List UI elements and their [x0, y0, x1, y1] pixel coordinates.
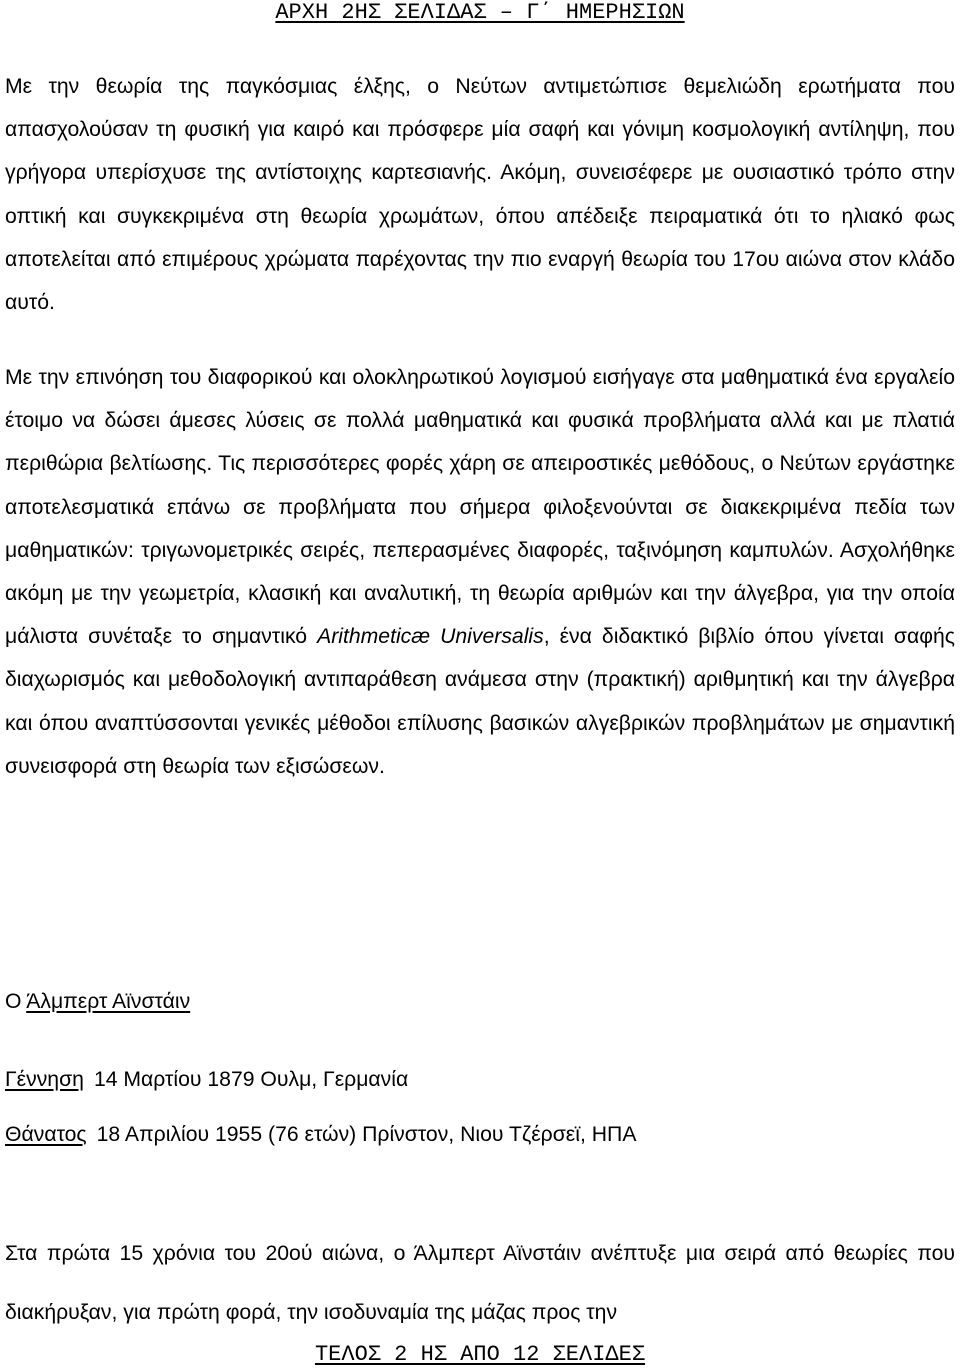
paragraph-text: , ένα διδακτικό βιβλίο όπου γίνεται σαφής διαχωρισμός και μεθοδολογική αντιπαράθεση ανάμεσα στην (πρακτική) αριθμητική και την άλγεβρα και όπου αναπτύσσονται γενικές μέθοδοι επίλυσης βασικών αλγεβρικών προβλημάτων με σημαντική συνεισφορά στη θεωρία των εξισώσεων. [5, 625, 955, 778]
paragraph-text: Με την επινόηση του διαφορικού και ολοκληρωτικού λογισμού εισήγαγε στα μαθηματικά ένα εργαλείο έτοιμο να δώσει άμεσες λύσεις σε πολλά μαθηματικά και φυσικά προβλήματα αλλά και με πλατιά περιθώρια βελτίωσης. Τις περισσότερες φορές χάρη σε απειροστικές μεθόδους, ο Νεύτων εργάστηκε αποτελεσματικά επάνω σε προβλήματα που σήμερα φιλοξενούνται σε διακεκριμένα πεδία των μαθηματικών: τριγωνομετρικές σειρές, πεπερασμένες διαφορές, ταξινόμηση καμπυλών. Ασχολήθηκε ακόμη με την γεωμετρία, κλασική και αναλυτική, τη θεωρία αριθμών και την άλγεβρα, για την οποία μάλιστα συνέταξε το σημαντικό [5, 366, 955, 649]
birth-info [5, 1066, 408, 1094]
einstein-theories-paragraph [5, 1224, 955, 1342]
paragraph-text: Στα πρώτα 15 χρόνια του 20ού αιώνα, ο Άλμπερτ Αϊνστάιν ανέπτυξε μια σειρά από θεωρίες που διακήρυξαν, για πρώτη φορά, την ισοδυναμία της μάζας προς την [5, 1242, 955, 1324]
newton-gravity-paragraph [5, 65, 955, 324]
section-title [5, 988, 190, 1016]
title-article: Ο [5, 990, 22, 1013]
page-footer: ΤΕΛΟΣ 2 ΗΣ ΑΠΟ 12 ΣΕΛΙΔΕΣ [314, 1342, 646, 1367]
book-title: Arithmeticæ Universalis [317, 625, 544, 649]
birth-label: Γέννηση [5, 1068, 84, 1091]
newton-calculus-paragraph [5, 356, 955, 788]
death-info [5, 1121, 636, 1149]
page-header: ΑΡΧΗ 2ΗΣ ΣΕΛΙΔΑΣ – Γ΄ ΗΜΕΡΗΣΙΩΝ [275, 0, 685, 25]
death-value: 18 Απριλίου 1955 (76 ετών) Πρίνστον, Νιου Τζέρσεϊ, ΗΠΑ [96, 1123, 637, 1146]
einstein-name: Άλμπερτ Αϊνστάιν [26, 990, 191, 1013]
death-label: Θάνατος [5, 1123, 87, 1146]
paragraph-text: Με την θεωρία της παγκόσμιας έλξης, ο Νεύτων αντιμετώπισε θεμελιώδη ερωτήματα που απασχολούσαν τη φυσική για καιρό και πρόσφερε μία σαφή και γόνιμη κοσμολογική αντίληψη, που γρήγορα υπερίσχυσε της αντίστοιχης καρτεσιανής. Ακόμη, συνεισέφερε με ουσιαστικό τρόπο στην οπτική και συγκεκριμένα στη θεωρία χρωμάτων, όπου απέδειξε πειραματικά ότι το ηλιακό φως αποτελείται από επιμέρους χρώματα παρέχοντας την πιο εναργή θεωρία του 17ου αιώνα στον κλάδο αυτό. [5, 75, 955, 315]
birth-value: 14 Μαρτίου 1879 Ουλμ, Γερμανία [93, 1068, 409, 1091]
